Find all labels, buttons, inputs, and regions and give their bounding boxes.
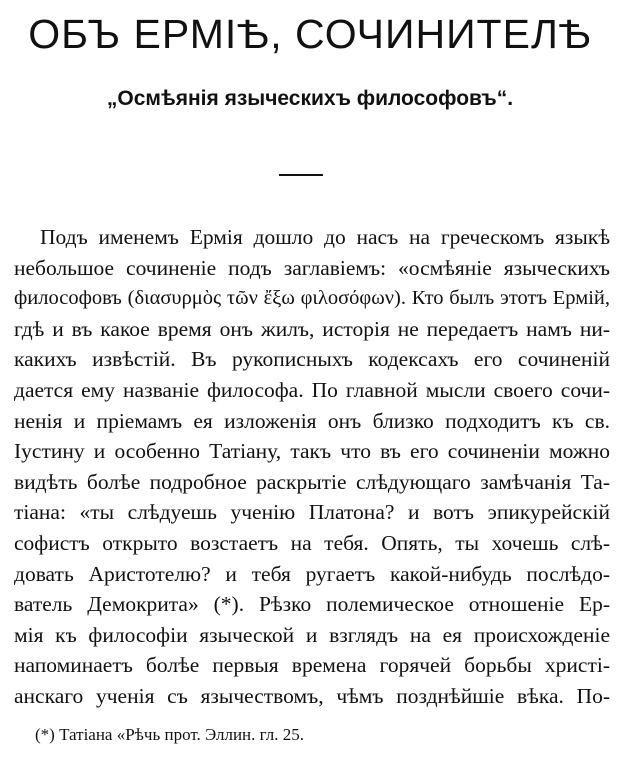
text-line: довать Аристотелю? и тебя ругаетъ какой-нибудь послѣдо-	[14, 561, 610, 586]
text-line: дается ему названіе философа. По главной мысли своего сочи-	[14, 377, 610, 402]
text-line: видѣть болѣе подробное раскрытіе слѣдующаго замѣчанія Та-	[14, 469, 610, 494]
text-line: ненія и пріемамъ ея изложенія онъ близко подходитъ къ св.	[14, 408, 610, 433]
title-divider	[279, 174, 323, 176]
text-line: напоминаетъ болѣе первыя времена горячей борьбы христі-	[14, 653, 610, 678]
text-line: мія къ философіи языческой и взглядъ на ея происхожденіе	[14, 622, 610, 647]
text-line: Іустину и особенно Татіану, такъ что въ его сочиненіи можно	[14, 439, 610, 464]
footnote: (*) Татіана «Рѣчь прот. Эллин. гл. 25.	[35, 725, 304, 744]
text-line: какихъ извѣстій. Въ рукописныхъ кодексахъ его сочиненій	[14, 347, 610, 372]
text-line: ватель Демокрита» (*). Рѣзко полемическое отношеніе Ер-	[14, 592, 610, 617]
page-subtitle: „Осмѣянія языческихъ философовъ“.	[106, 87, 514, 110]
text-line: анскаго ученія съ язычествомъ, чѣмъ позднѣйшіе вѣка. По-	[14, 683, 610, 708]
text-line: софистъ открыто возстаетъ на тебя. Опять, ты хочешь слѣ-	[14, 530, 610, 555]
text-line: философовъ (διασυρμὸς τῶν ἔξω φιλοσόφων). Кто былъ этотъ Ермій,	[14, 287, 610, 310]
text-line: небольшое сочиненіе подъ заглавіемъ: «осмѣяніе языческихъ	[14, 255, 610, 280]
text-line: тіана: «ты слѣдуешь ученію Платона? и вотъ эпикурейскій	[14, 500, 610, 525]
text-line: гдѣ и въ какое время онъ жилъ, исторія не передаетъ намъ ни-	[14, 316, 610, 341]
text-line: Подъ именемъ Ермія дошло до насъ на греческомъ языкѣ	[40, 225, 610, 249]
body-paragraph	[14, 222, 610, 712]
page-title: ОБЪ ЕРМІѢ, СОЧИНИТЕЛѢ	[28, 11, 592, 57]
